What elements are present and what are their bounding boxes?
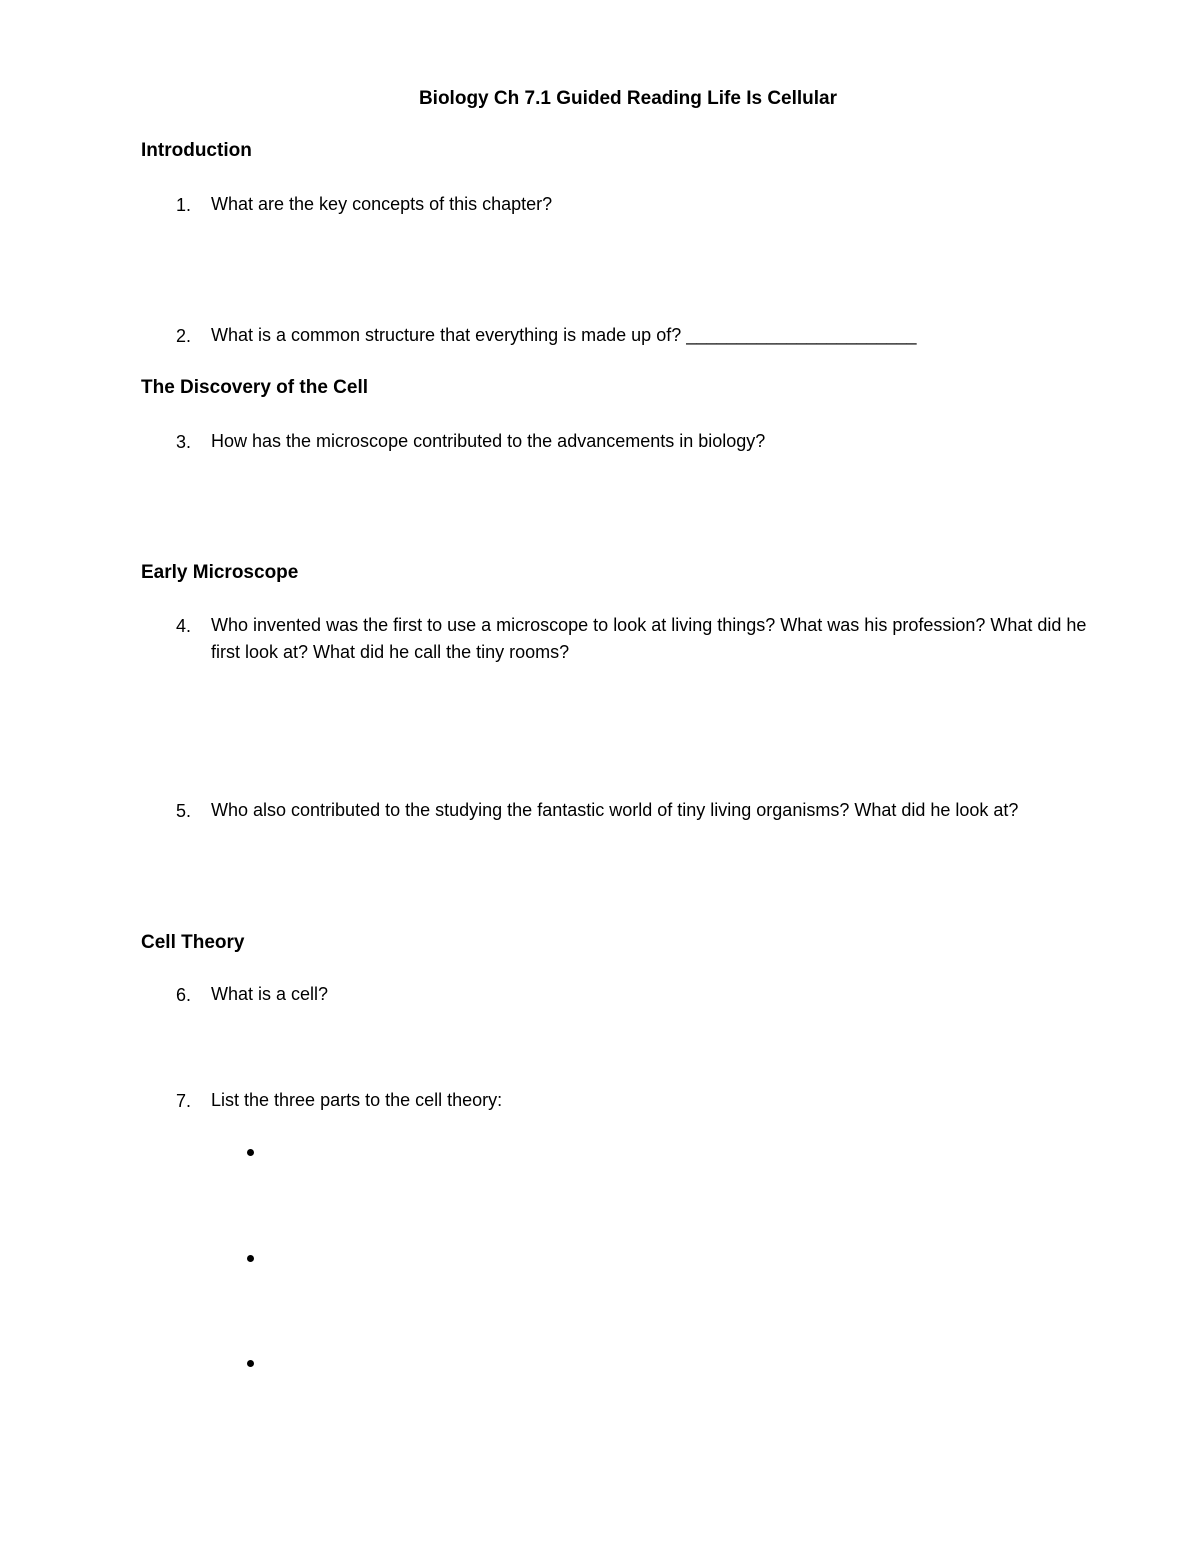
answer-bullet-3	[247, 1360, 254, 1367]
question-number-5: 5.	[176, 801, 192, 821]
question-text-4: Who invented was the first to use a microscope to look at living things? What was his profession? What did he first look at? What did he call the tiny rooms?	[211, 615, 1087, 662]
section-heading-early-microscope: Early Microscope	[141, 562, 299, 583]
answer-bullet-2	[247, 1255, 254, 1262]
question-text-6: What is a cell?	[211, 984, 329, 1004]
question-text-2: What is a common structure that everything is made up of? _______________________	[211, 325, 917, 345]
question-text-1: What are the key concepts of this chapter?	[211, 194, 553, 214]
section-heading-discovery: The Discovery of the Cell	[141, 377, 369, 398]
question-number-1: 1.	[176, 195, 192, 215]
question-number-3: 3.	[176, 432, 192, 452]
answer-bullet-1	[247, 1149, 254, 1156]
section-heading-cell-theory: Cell Theory	[141, 932, 245, 953]
question-text-7: List the three parts to the cell theory:	[211, 1090, 503, 1110]
question-text-3: How has the microscope contributed to the advancements in biology?	[211, 431, 766, 451]
question-number-7: 7.	[176, 1091, 192, 1111]
page-title: Biology Ch 7.1 Guided Reading Life Is Cellular	[418, 88, 838, 109]
question-number-6: 6.	[176, 985, 192, 1005]
question-number-2: 2.	[176, 326, 192, 346]
question-text-5: Who also contributed to the studying the fantastic world of tiny living organisms? What did he look at?	[211, 800, 1019, 820]
question-number-4: 4.	[176, 616, 192, 636]
section-heading-introduction: Introduction	[141, 140, 252, 161]
